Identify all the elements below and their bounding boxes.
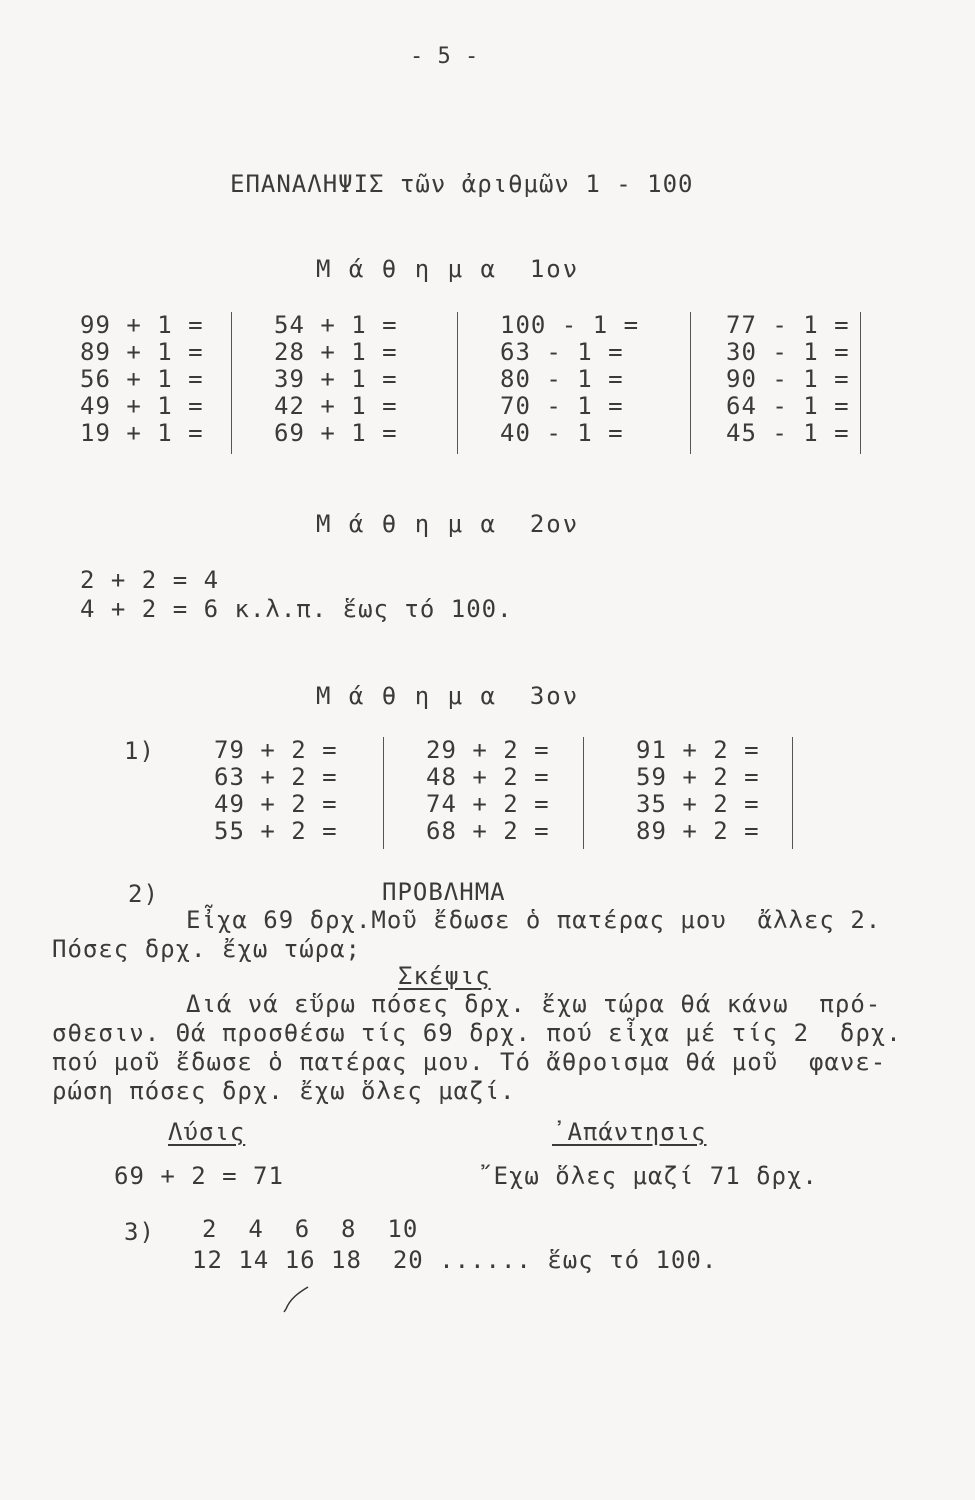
- exercise: 80 - 1 =: [500, 365, 624, 393]
- exercise: 63 + 2 =: [214, 763, 338, 791]
- exercise: 91 + 2 =: [636, 736, 760, 764]
- item-3-label: 3): [124, 1218, 155, 1246]
- lesson2-title: Μ ά θ η μ α 2ον: [316, 510, 580, 538]
- column-divider: [457, 312, 458, 454]
- problem-title: ΠΡΟΒΛΗΜΑ: [382, 878, 506, 906]
- thinking-line-3: πού μοῦ ἔδωσε ὁ πατέρας μου. Τό ἄθροισμα θά μοῦ φανε-: [52, 1048, 887, 1076]
- exercise: 100 - 1 =: [500, 311, 640, 339]
- exercise: 59 + 2 =: [636, 763, 760, 791]
- page-number: - 5 -: [410, 44, 479, 69]
- exercise: 79 + 2 =: [214, 736, 338, 764]
- thinking-line-1: Διά νά εὕρω πόσες δρχ. ἔχω τώρα θά κάνω πρό-: [186, 990, 882, 1018]
- exercise: 19 + 1 =: [80, 419, 204, 447]
- lesson1-title: Μ ά θ η μ α 1ον: [316, 255, 580, 283]
- lesson3-title: Μ ά θ η μ α 3ον: [316, 682, 580, 710]
- page-heading: ΕΠΑΝΑΛΗΨΙΣ τῶν ἀριθμῶν 1 - 100: [230, 170, 694, 198]
- exercise: 63 - 1 =: [500, 338, 624, 366]
- column-divider: [792, 737, 793, 849]
- exercise: 77 - 1 =: [726, 311, 850, 339]
- column-divider: [860, 312, 861, 454]
- column-divider: [231, 312, 232, 454]
- problem-line-2: Πόσες δρχ. ἔχω τώρα;: [52, 935, 361, 963]
- exercise: 56 + 1 =: [80, 365, 204, 393]
- lesson1-column-1: [80, 312, 204, 447]
- lesson2-line-2: 4 + 2 = 6 κ.λ.π. ἕως τό 100.: [80, 595, 513, 623]
- lesson3-column-2: [426, 737, 550, 845]
- solution: 69 + 2 = 71: [114, 1162, 284, 1190]
- lesson3-column-3: [636, 737, 760, 845]
- exercise: 48 + 2 =: [426, 763, 550, 791]
- exercise: 39 + 1 =: [274, 365, 398, 393]
- lesson1-column-3: [500, 312, 639, 447]
- exercise: 29 + 2 =: [426, 736, 550, 764]
- pen-mark: [282, 1285, 312, 1315]
- exercise: 74 + 2 =: [426, 790, 550, 818]
- exercise: 28 + 1 =: [274, 338, 398, 366]
- exercise: 69 + 1 =: [274, 419, 398, 447]
- exercise: 49 + 2 =: [214, 790, 338, 818]
- exercise: 90 - 1 =: [726, 365, 850, 393]
- item-3-line-1: 2 4 6 8 10: [202, 1215, 419, 1243]
- exercise: 42 + 1 =: [274, 392, 398, 420]
- exercise: 30 - 1 =: [726, 338, 850, 366]
- item-1-label: 1): [124, 737, 155, 765]
- answer-title: ᾿Απάντησις: [552, 1118, 707, 1146]
- exercise: 70 - 1 =: [500, 392, 624, 420]
- exercise: 40 - 1 =: [500, 419, 624, 447]
- lesson1-column-4: [726, 312, 850, 447]
- exercise: 35 + 2 =: [636, 790, 760, 818]
- column-divider: [383, 737, 384, 849]
- exercise: 89 + 1 =: [80, 338, 204, 366]
- thinking-title: Σκέψις: [398, 962, 491, 990]
- exercise: 54 + 1 =: [274, 311, 398, 339]
- problem-line-1: Εἶχα 69 δρχ.Μοῦ ἔδωσε ὁ πατέρας μου ἄλλες 2.: [186, 906, 882, 934]
- exercise: 55 + 2 =: [214, 817, 338, 845]
- lesson2-line-1: 2 + 2 = 4: [80, 566, 220, 594]
- item-2-label: 2): [128, 880, 159, 908]
- thinking-line-2: σθεσιν. Θά προσθέσω τίς 69 δρχ. πού εἶχα μέ τίς 2 δρχ.: [52, 1019, 902, 1047]
- exercise: 64 - 1 =: [726, 392, 850, 420]
- lesson1-column-2: [274, 312, 398, 447]
- column-divider: [583, 737, 584, 849]
- exercise: 99 + 1 =: [80, 311, 204, 339]
- solution-title: Λύσις: [168, 1118, 246, 1146]
- thinking-line-4: ρώση πόσες δρχ. ἔχω ὅλες μαζί.: [52, 1077, 516, 1105]
- answer: ῎Εχω ὅλες μαζί 71 δρχ.: [478, 1162, 818, 1190]
- exercise: 68 + 2 =: [426, 817, 550, 845]
- column-divider: [690, 312, 691, 454]
- lesson3-column-1: [214, 737, 338, 845]
- exercise: 89 + 2 =: [636, 817, 760, 845]
- item-3-line-2: 12 14 16 18 20 ...... ἕως τό 100.: [192, 1246, 718, 1274]
- exercise: 49 + 1 =: [80, 392, 204, 420]
- exercise: 45 - 1 =: [726, 419, 850, 447]
